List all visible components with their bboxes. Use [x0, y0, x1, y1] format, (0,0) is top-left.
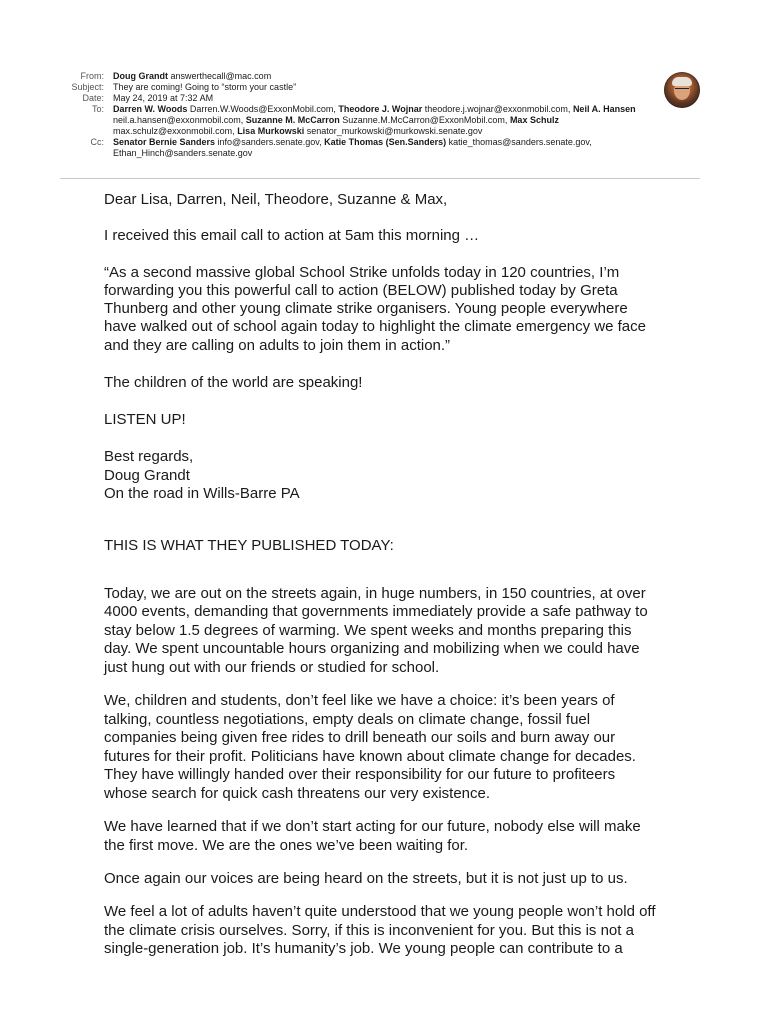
recipient-name[interactable]: Neil A. Hansen [572, 104, 636, 114]
body-line: the climate crisis ourselves. Sorry, if this is inconvenient for you. But this is not a [104, 922, 634, 939]
recipient-email[interactable]: neil.a.hansen@exxonmobil.com, [113, 115, 246, 125]
body-line: Best regards, [104, 448, 194, 465]
recipient-email[interactable]: Darren.W.Woods@ExxonMobil.com, [187, 104, 339, 114]
body-line: We feel a lot of adults haven’t quite understood that we young people won’t hold off [104, 903, 656, 920]
cc-email[interactable]: info@sanders.senate.gov, [215, 137, 325, 147]
cc-label: Cc: [90, 137, 104, 147]
body-line: forwarding you this powerful call to action (BELOW) published today by Greta [104, 282, 618, 299]
body-line: talking, countless negotiations, empty deals on climate change, fossil fuel [104, 711, 591, 728]
sender-email[interactable]: answerthecall@mac.com [170, 71, 272, 81]
body-line: Today, we are out on the streets again, in huge numbers, in 150 countries, at over [104, 585, 646, 602]
body-line: Dear Lisa, Darren, Neil, Theodore, Suzanne & Max, [104, 191, 448, 208]
body-line: the first move. We are the ones we’ve been waiting for. [104, 837, 469, 854]
recipient-email[interactable]: max.schulz@exxonmobil.com, [113, 126, 238, 136]
recipient-name[interactable]: Theodore J. Wojnar [338, 104, 423, 114]
body-line: THIS IS WHAT THEY PUBLISHED TODAY: [104, 537, 394, 554]
cc-name[interactable]: Senator Bernie Sanders [113, 137, 216, 147]
cc-name[interactable]: Katie Thomas (Sen.Sanders) [324, 137, 447, 147]
from-label: From: [80, 71, 104, 81]
body-line: 4000 events, demanding that governments immediately provide a safe pathway to [104, 603, 648, 620]
sender-avatar [664, 72, 700, 108]
to-line-2 [113, 115, 559, 126]
recipient-email[interactable]: senator_murkowski@murkowski.senate.gov [304, 126, 483, 136]
body-line: day. We spent uncountable hours organizing and mobilizing when we could have [104, 640, 640, 657]
recipient-email[interactable]: Suzanne.M.McCarron@ExxonMobil.com, [339, 115, 510, 125]
body-line: LISTEN UP! [104, 411, 186, 428]
body-line: companies being given free rides to drill beneath our soils and burn away our [104, 729, 616, 746]
body-line: We have learned that if we don’t start acting for our future, nobody else will make [104, 818, 641, 835]
subject-text: They are coming! Going to “storm your castle” [113, 82, 297, 92]
body-line: stay below 1.5 degrees of warming. We spent weeks and months preparing this [104, 622, 632, 639]
recipient-name[interactable]: Darren W. Woods [113, 104, 188, 114]
cc-line-2 [113, 148, 252, 159]
sender-name[interactable]: Doug Grandt [113, 71, 168, 81]
body-line: and they are calling on adults to join them in action.” [104, 337, 451, 354]
to-line-3 [113, 126, 482, 137]
recipient-name[interactable]: Max Schulz [509, 115, 559, 125]
cc-email[interactable]: Ethan_Hinch@sanders.senate.gov [113, 148, 253, 158]
header-divider [60, 178, 700, 179]
body-line: Doug Grandt [104, 467, 190, 484]
cc-email[interactable]: katie_thomas@sanders.senate.gov, [446, 137, 592, 147]
to-label: To: [91, 104, 104, 114]
body-line: single-generation job. It’s humanity’s job. We young people can contribute to a [104, 940, 623, 957]
date-label: Date: [82, 93, 104, 103]
body-line: On the road in Wills-Barre PA [104, 485, 300, 502]
body-line: I received this email call to action at 5am this morning … [104, 227, 480, 244]
email-header [0, 71, 768, 181]
recipient-name[interactable]: Lisa Murkowski [237, 126, 305, 136]
date-text: May 24, 2019 at 7:32 AM [113, 93, 214, 103]
body-line: Once again our voices are being heard on the streets, but it is not just up to us. [104, 870, 628, 887]
body-line: They have willingly handed over their responsibility for our future to profiteers [104, 766, 616, 783]
recipient-name[interactable]: Suzanne M. McCarron [245, 115, 340, 125]
body-line: have walked out of school again today to highlight the climate emergency we face [104, 318, 646, 335]
body-line: We, children and students, don’t feel like we have a choice: it’s been years of [104, 692, 615, 709]
cc-line-1 [113, 137, 653, 148]
body-line: “As a second massive global School Strike unfolds today in 120 countries, I’m [104, 264, 620, 281]
body-line: The children of the world are speaking! [104, 374, 363, 391]
subject-label: Subject: [71, 82, 104, 92]
body-line: whose search for quick cash threatens our very existence. [104, 785, 491, 802]
body-line: just hung out with our friends or studied for school. [104, 659, 440, 676]
to-line-1 [113, 104, 653, 115]
body-line: Thunberg and other young climate strike organisers. Young people everywhere [104, 300, 628, 317]
recipient-email[interactable]: theodore.j.wojnar@exxonmobil.com, [422, 104, 573, 114]
body-line: futures for their profit. Politicians have known about climate change for decades. [104, 748, 636, 765]
